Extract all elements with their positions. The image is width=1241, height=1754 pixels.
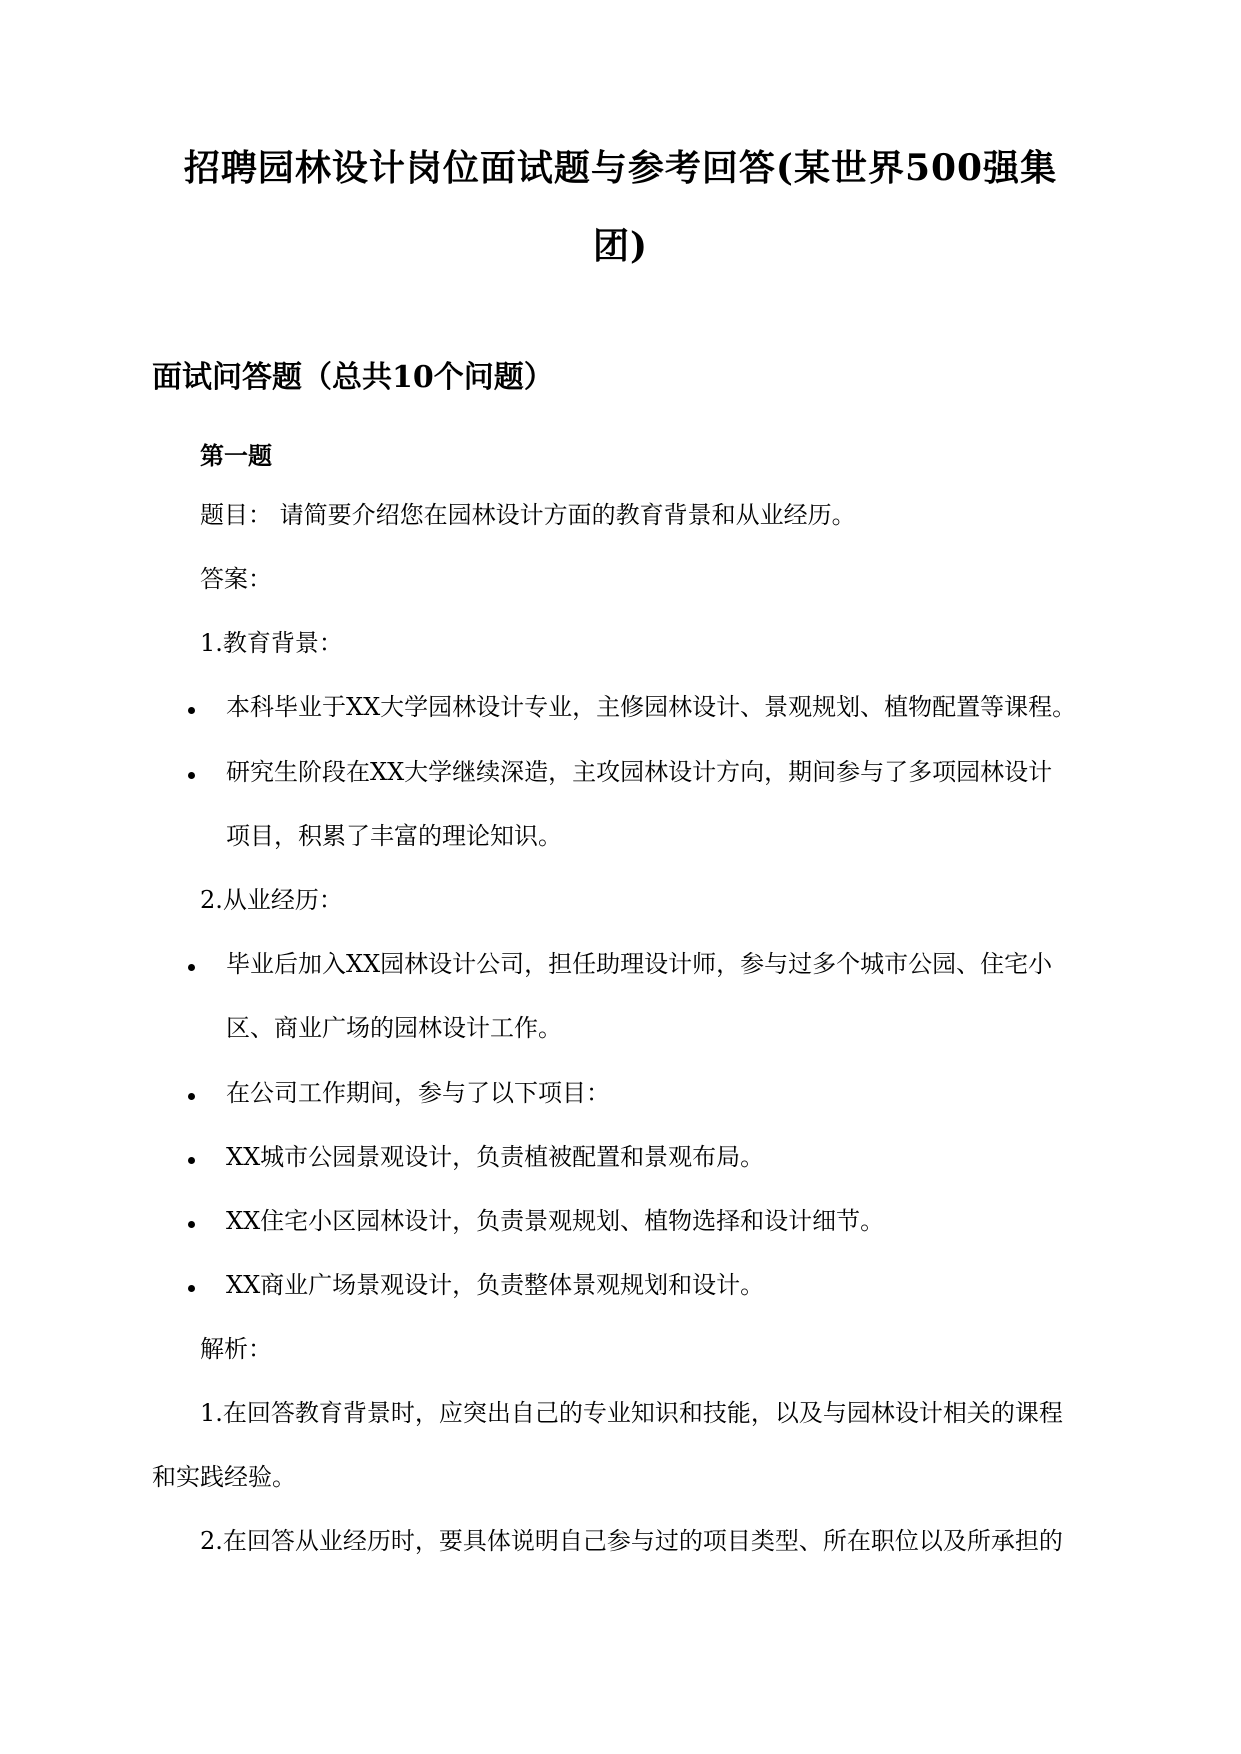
bullet-dot — [188, 1157, 195, 1164]
work-bullet-1-line-2: 区、商业广场的园林设计工作。 — [226, 1014, 562, 1042]
bullet-dot — [188, 1093, 195, 1100]
document-title-line-2: 团) — [592, 225, 649, 267]
document-title-line-1: 招聘园林设计岗位面试题与参考回答(某世界500强集 — [183, 147, 1058, 189]
work-bullet-2: 在公司工作期间，参与了以下项目： — [226, 1079, 610, 1107]
bullet-dot — [188, 772, 195, 779]
bullet-dot — [188, 1285, 195, 1292]
bullet-dot — [188, 707, 195, 714]
bullet-dot — [188, 964, 195, 971]
education-bullet-2-line-1: 研究生阶段在XX大学继续深造，主攻园林设计方向，期间参与了多项园林设计 — [226, 758, 1053, 786]
analysis-label: 解析： — [200, 1335, 272, 1363]
question-heading: 第一题 — [200, 441, 272, 470]
analysis-point-1-line-1: 1.在回答教育背景时，应突出自己的专业知识和技能，以及与园林设计相关的课程 — [200, 1399, 1063, 1427]
question-text: 题目： 请简要介绍您在园林设计方面的教育背景和从业经历。 — [200, 501, 856, 529]
education-heading: 1.教育背景： — [200, 629, 343, 657]
education-bullet-2-line-2: 项目，积累了丰富的理论知识。 — [226, 822, 562, 850]
work-bullet-4: XX住宅小区园林设计，负责景观规划、植物选择和设计细节。 — [226, 1207, 885, 1235]
analysis-point-1-line-2: 和实践经验。 — [152, 1463, 296, 1491]
analysis-point-2-line-1: 2.在回答从业经历时，要具体说明自己参与过的项目类型、所在职位以及所承担的 — [200, 1527, 1063, 1555]
work-bullet-1-line-1: 毕业后加入XX园林设计公司，担任助理设计师，参与过多个城市公园、住宅小 — [226, 950, 1053, 978]
bullet-dot — [188, 1221, 195, 1228]
work-heading: 2.从业经历： — [200, 886, 343, 914]
education-bullet-1: 本科毕业于XX大学园林设计专业，主修园林设计、景观规划、植物配置等课程。 — [226, 693, 1077, 721]
work-bullet-3: XX城市公园景观设计，负责植被配置和景观布局。 — [226, 1143, 765, 1171]
work-bullet-5: XX商业广场景观设计，负责整体景观规划和设计。 — [226, 1271, 765, 1299]
section-heading: 面试问答题（总共10个问题） — [152, 360, 554, 395]
answer-label: 答案： — [200, 565, 272, 593]
